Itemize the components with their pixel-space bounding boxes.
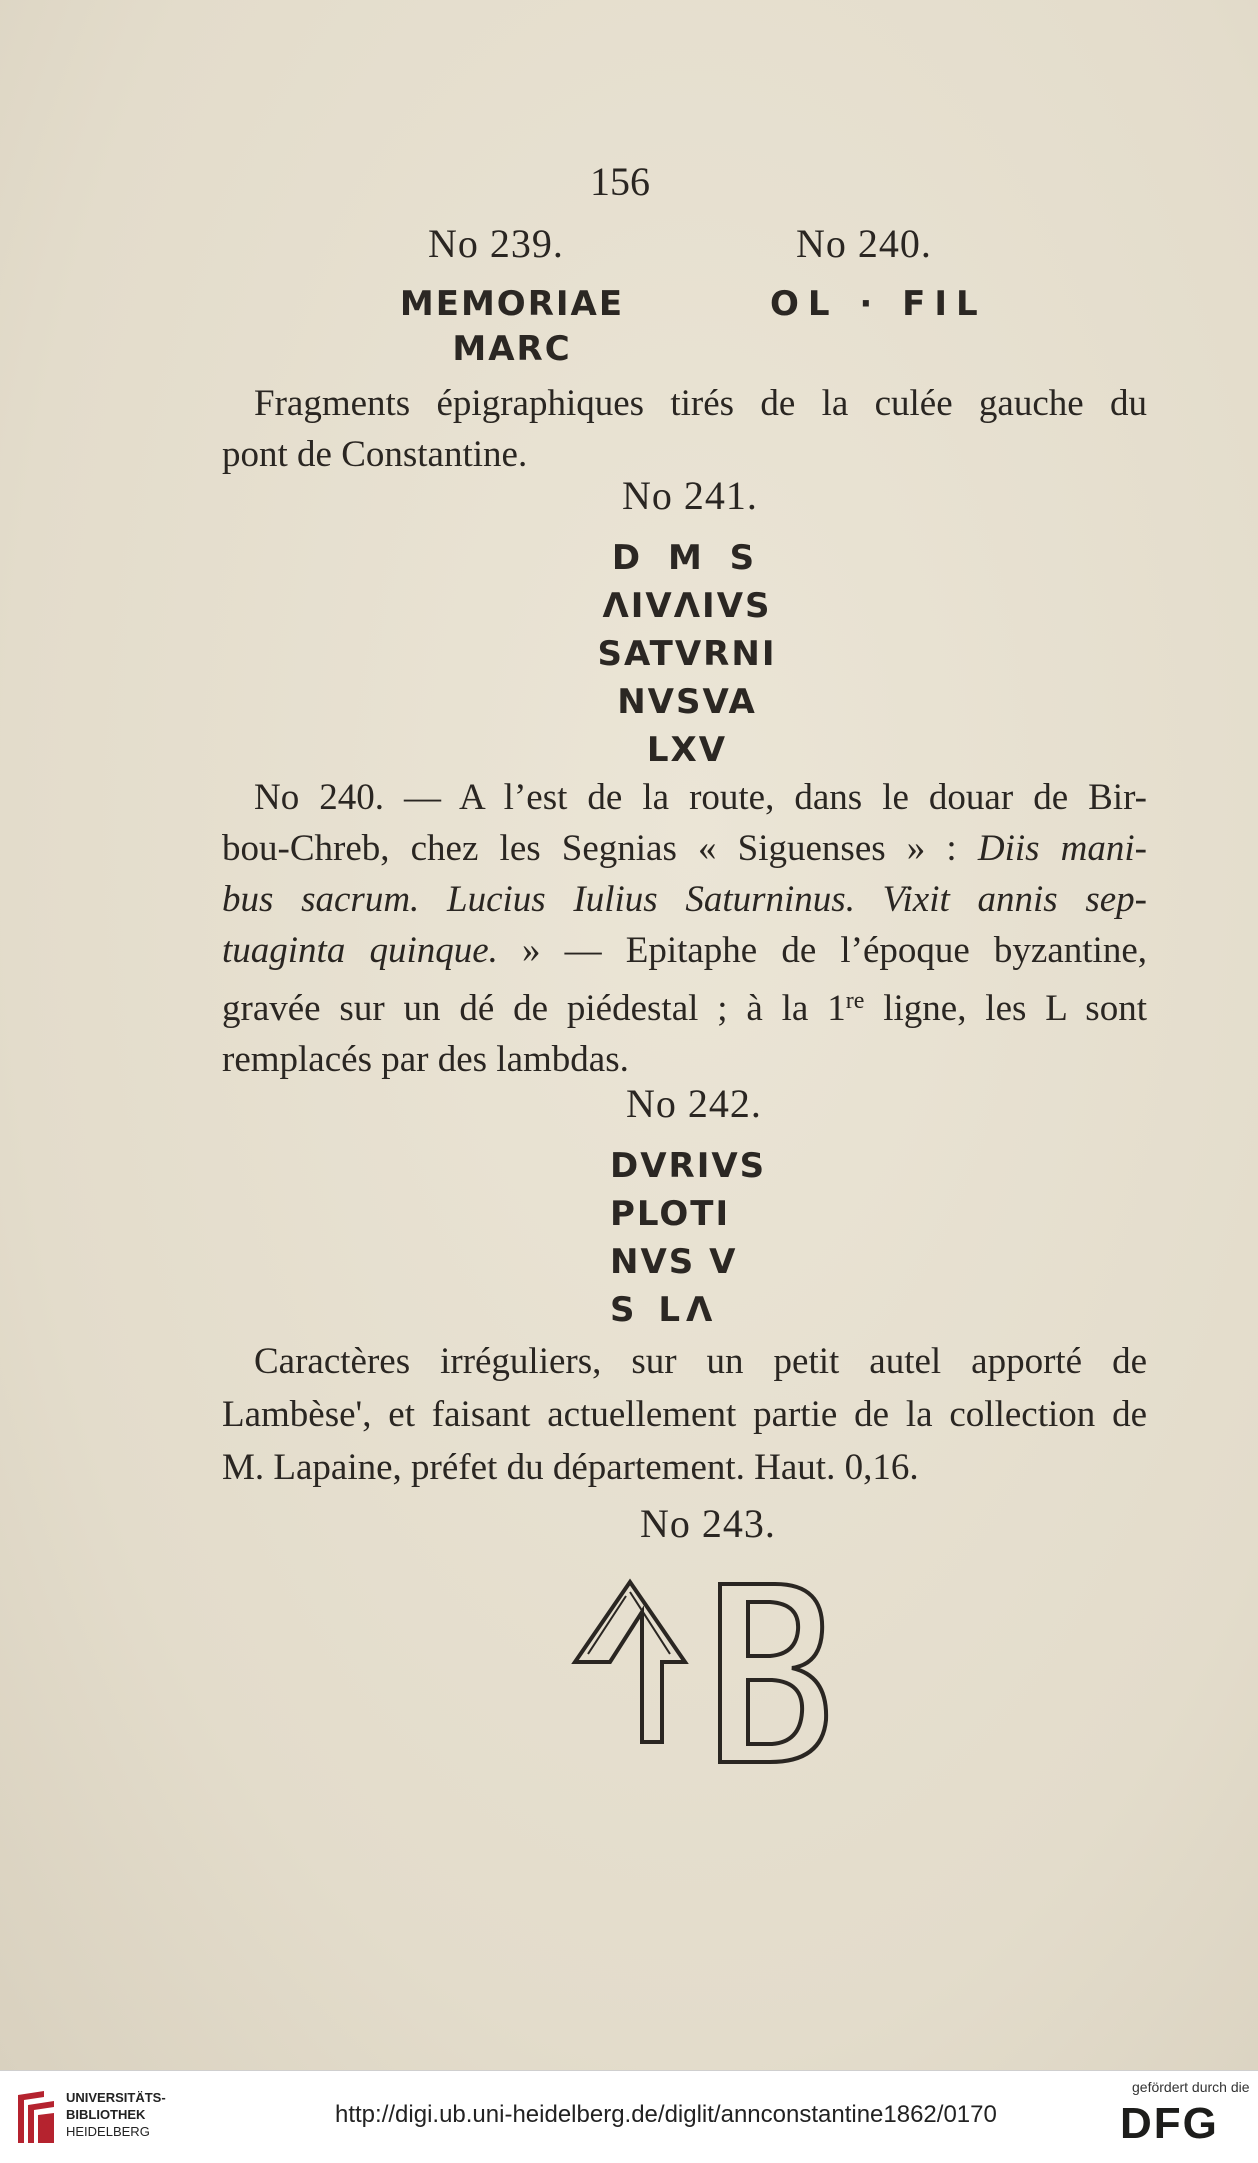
- page-number: 156: [590, 159, 650, 204]
- university-library-name: UNIVERSITÄTS- BIBLIOTHEK HEIDELBERG: [66, 2090, 166, 2139]
- paragraph-no-242: [222, 1335, 1147, 1494]
- entry-240-heading: No 240.: [796, 221, 932, 266]
- inscription-line: LXV: [646, 730, 728, 770]
- text-line: Fragments épigraphiques tirés de la culée gauche du: [254, 383, 1147, 424]
- paragraph-no-240: [222, 772, 1147, 1085]
- text-line: bou-Chreb, chez les Segnias « Siguenses » : Diis mani-: [222, 828, 1147, 869]
- entry-241-inscription: [537, 534, 837, 774]
- entry-239-inscription: [362, 282, 662, 372]
- footer-bar: [0, 2070, 1258, 2163]
- entry-242-inscription: [520, 1142, 870, 1334]
- inscription-line: NVSVA: [617, 682, 757, 722]
- inscription-line: S LΛ: [610, 1290, 719, 1330]
- inscription-line: MEMORIAE: [399, 284, 625, 324]
- funding-caption: gefördert durch die: [1132, 2079, 1250, 2095]
- inscription-line: ΛIVΛIVS: [602, 586, 772, 626]
- dfg-logo: DFG: [1120, 2099, 1219, 2148]
- inscription-line: SATVRNI: [597, 634, 777, 674]
- inscription-line: PLOTI: [610, 1194, 731, 1234]
- text-line: pont de Constantine.: [222, 434, 528, 475]
- inscription-line: NVS V: [610, 1242, 738, 1282]
- entry-241-heading: No 241.: [622, 473, 758, 518]
- entry-240-inscription: OL · FIL: [770, 284, 987, 324]
- inscription-drawing: [560, 1572, 840, 1772]
- text-line: bus sacrum. Lucius Iulius Saturninus. Vixit annis sep-: [222, 879, 1147, 920]
- text-line: Lambèse', et faisant actuellement partie de la collection de: [222, 1394, 1147, 1435]
- inscription-line: MARC: [452, 329, 572, 369]
- paragraph-fragments: [222, 378, 1147, 480]
- entry-243-heading: No 243.: [640, 1501, 776, 1546]
- text-line: No 240. — A l’est de la route, dans le douar de Bir-: [254, 777, 1147, 818]
- entry-242-heading: No 242.: [626, 1081, 762, 1126]
- arrow-glyph: [575, 1582, 685, 1742]
- text-line: M. Lapaine, préfet du département. Haut. 0,16.: [222, 1447, 919, 1488]
- text-line: gravée sur un dé de piédestal ; à la 1re ligne, les L sont: [222, 988, 1147, 1029]
- text-line: tuaginta quinque. » — Epitaphe de l’époque byzantine,: [222, 930, 1147, 971]
- university-library-logo-icon: [14, 2087, 58, 2147]
- text-line: Caractères irréguliers, sur un petit autel apporté de: [254, 1341, 1147, 1382]
- b-glyph: [720, 1584, 826, 1762]
- text-line: remplacés par des lambdas.: [222, 1039, 629, 1080]
- permalink-url[interactable]: http://digi.ub.uni-heidelberg.de/diglit/annconstantine1862/0170: [335, 2101, 997, 2128]
- inscription-line: DVRIVS: [610, 1146, 767, 1186]
- inscription-line: D M S: [611, 538, 763, 578]
- entry-239-heading: No 239.: [428, 221, 564, 266]
